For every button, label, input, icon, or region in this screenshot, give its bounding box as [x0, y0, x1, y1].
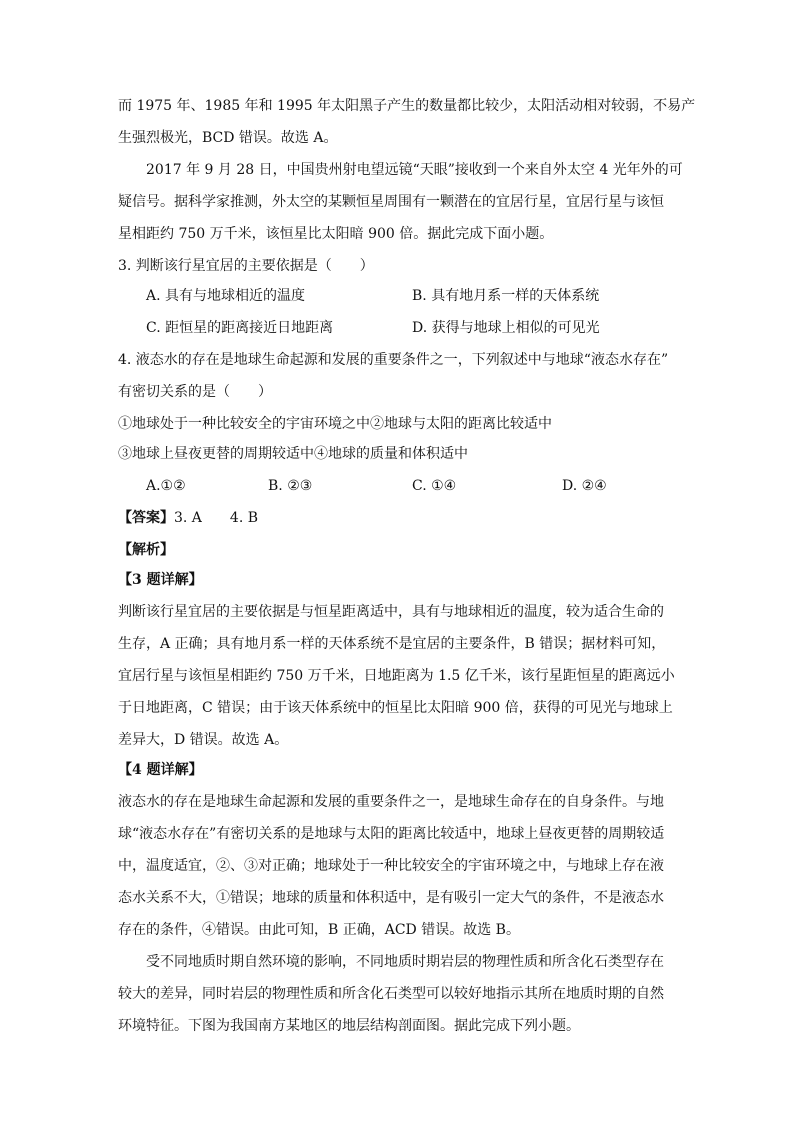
question-3-option-a: A. 具有与地球相近的温度: [146, 288, 306, 304]
intro-line: 疑信号。据科学家推测，外太空的某颗恒星周围有一颗潜在的宜居行星，宜居行星与该恒: [118, 194, 664, 210]
outro-line: 受不同地质时期自然环境的影响，不同地质时期岩层的物理性质和所含化石类型存在: [146, 954, 664, 970]
question-3-option-c: C. 距恒星的距离接近日地距离: [146, 320, 334, 336]
detail-3-label: 【3 题详解】: [118, 572, 203, 588]
analysis-label: 【解析】: [118, 542, 174, 558]
detail-3-line: 宜居行星与该恒星相距约 750 万千米，日地距离为 1.5 亿千米，该行星距恒星的距离远小: [118, 668, 675, 684]
detail-4-line: 液态水的存在是地球生命起源和发展的重要条件之一，是地球生命存在的自身条件。与地: [118, 794, 664, 810]
paragraph-line: 而 1975 年、1985 年和 1995 年太阳黑子产生的数量都比较少，太阳活动相对较弱，不易产: [118, 98, 696, 114]
answer-label: 【答案】: [118, 510, 174, 526]
question-4-option-d: D. ②④: [562, 478, 607, 494]
question-4-stem: 4. 液态水的存在是地球生命起源和发展的重要条件之一，下列叙述中与地球“液态水存在”: [118, 352, 669, 368]
answer-text: 3. A 4. B: [174, 510, 259, 526]
detail-3-line: 差异大，D 错误。故选 A。: [118, 732, 289, 748]
detail-4-line: 存在的条件，④错误。由此可知，B 正确，ACD 错误。故选 B。: [118, 922, 520, 938]
intro-line: 2017 年 9 月 28 日，中国贵州射电望远镜“天眼”接收到一个来自外太空 4 光年外的可: [146, 162, 683, 178]
question-4-stem: 有密切关系的是（ ）: [118, 384, 272, 400]
outro-line: 较大的差异，同时岩层的物理性质和所含化石类型可以较好地指示其所在地质时期的自然: [118, 986, 664, 1002]
question-4-item: ①地球处于一种比较安全的宇宙环境之中②地球与太阳的距离比较适中: [118, 416, 552, 432]
outro-line: 环境特征。下图为我国南方某地区的地层结构剖面图。据此完成下列小题。: [118, 1018, 580, 1034]
question-3-option-b: B. 具有地月系一样的天体系统: [412, 288, 600, 304]
detail-3-line: 于日地距离，C 错误；由于该天体系统中的恒星比太阳暗 900 倍，获得的可见光与地球上: [118, 700, 673, 716]
paragraph-line: 生强烈极光，BCD 错误。故选 A。: [118, 130, 338, 146]
detail-3-line: 判断该行星宜居的主要依据是与恒星距离适中，具有与地球相近的温度，较为适合生命的: [118, 604, 664, 620]
question-4-option-b: B. ②③: [268, 478, 313, 494]
detail-4-line: 球“液态水存在”有密切关系的是地球与太阳的距离比较适中，地球上昼夜更替的周期较适: [118, 826, 665, 842]
answer-line: [118, 508, 258, 528]
question-3-stem: 3. 判断该行星宜居的主要依据是（ ）: [118, 258, 374, 274]
detail-4-label: 【4 题详解】: [118, 762, 203, 778]
detail-4-line: 态水关系不大，①错误；地球的质量和体积适中，是有吸引一定大气的条件，不是液态水: [118, 890, 664, 906]
question-3-option-d: D. 获得与地球上相似的可见光: [412, 320, 600, 336]
question-4-option-c: C. ①④: [412, 478, 457, 494]
intro-line: 星相距约 750 万千米，该恒星比太阳暗 900 倍。据此完成下面小题。: [118, 226, 554, 242]
question-4-item: ③地球上昼夜更替的周期较适中④地球的质量和体积适中: [118, 446, 468, 462]
question-4-option-a: A.①②: [146, 478, 186, 494]
detail-3-line: 生存，A 正确；具有地月系一样的天体系统不是宜居的主要条件，B 错误；据材料可知，: [118, 636, 666, 652]
detail-4-line: 中，温度适宜，②、③对正确；地球处于一种比较安全的宇宙环境之中，与地球上存在液: [118, 858, 664, 874]
